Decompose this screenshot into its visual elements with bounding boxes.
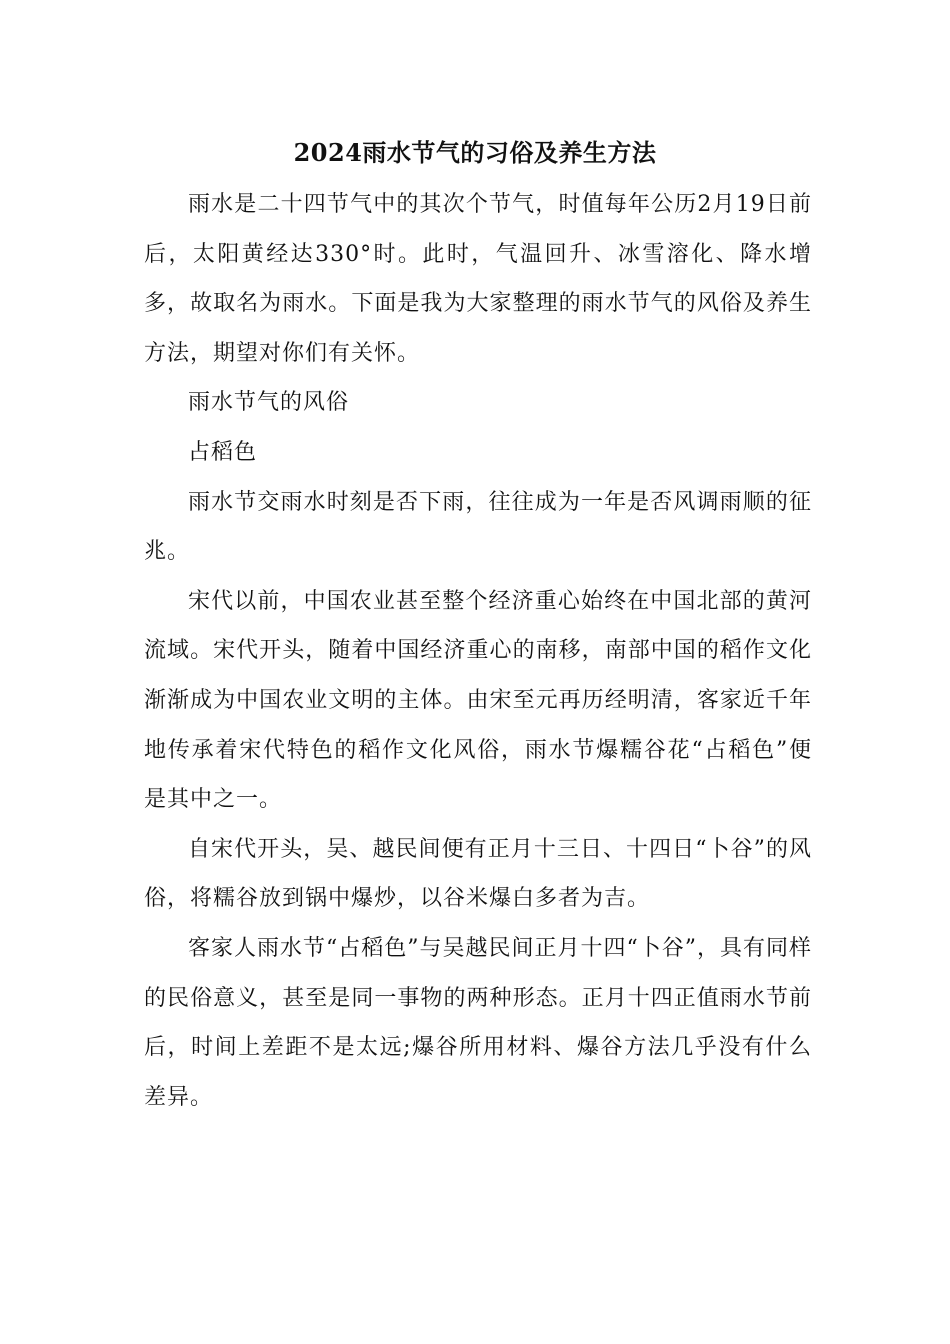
subheading-zhan-dao-se: 占稻色 [188,439,258,465]
paragraph: 客家人雨水节“占稻色”与吴越民间正月十四“卜谷”，具有同样的民俗意义，甚至是同一事物的两种形态。正月十四正值雨水节前后，时间上差距不是太远;爆谷所用材料、爆谷方法几乎没有什么差异。 [144,935,812,1110]
paragraph: 宋代以前，中国农业甚至整个经济重心始终在中国北部的黄河流域。宋代开头，随着中国经济重心的南移，南部中国的稻作文化渐渐成为中国农业文明的主体。由宋至元再历经明清，客家近千年地传承着宋代特色的稻作文化风俗，雨水节爆糯谷花“占稻色”便是其中之一。 [144,588,812,813]
paragraph: 雨水节交雨水时刻是否下雨，往往成为一年是否风调雨顺的征兆。 [144,489,812,565]
paragraph: 自宋代开头，吴、越民间便有正月十三日、十四日“卜谷”的风俗，将糯谷放到锅中爆炒，以谷米爆白多者为吉。 [144,836,812,912]
paragraph-intro: 雨水是二十四节气中的其次个节气，时值每年公历2月19日前后，太阳黄经达330°时。此时，气温回升、冰雪溶化、降水增多，故取名为雨水。下面是我为大家整理的雨水节气的风俗及养生方法，期望对你们有关怀。 [144,192,812,366]
section-heading-customs: 雨水节气的风俗 [188,390,350,416]
document-body [144,180,812,1122]
document-title: 2024雨水节气的习俗及养生方法 [293,138,657,167]
